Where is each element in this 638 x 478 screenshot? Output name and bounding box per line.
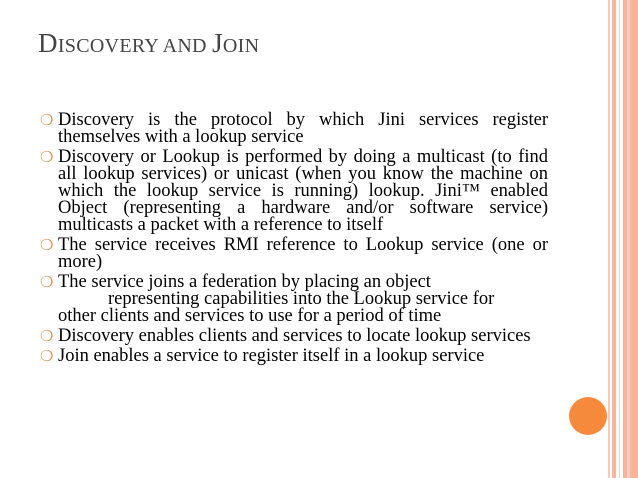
decorative-stripe — [627, 0, 630, 478]
orange-circle-decoration — [569, 397, 607, 435]
bullet-text-indented: representing capabilities into the Lookup service for — [108, 289, 495, 309]
bullet-text: Discovery is the protocol by which Jini services register themselves with a lookup service — [58, 110, 548, 147]
list-item — [40, 328, 548, 345]
bullet-list — [40, 112, 548, 368]
bullet-text: The service receives RMI reference to Lookup service (one or more) — [58, 235, 548, 272]
bullet-text: Discovery enables clients and services to locate lookup services — [58, 326, 531, 346]
bullet-icon: ❍ — [40, 113, 54, 129]
title-initial: D — [38, 28, 58, 58]
decorative-stripe — [608, 0, 610, 478]
bullet-text: Discovery or Lookup is performed by doing a multicast (to find all lookup services) or unicast (when you know the machine on which the lookup service is running) lookup. Jini™ enabled Object (representing a hardware and/or software service) multicasts a packet with a reference to itself — [58, 147, 548, 235]
decorative-stripe — [619, 0, 620, 478]
title-text: ISCOVERY AND — [57, 35, 213, 57]
bullet-text: Join enables a service to register itself in a lookup service — [58, 346, 485, 366]
title-text: OIN — [222, 35, 260, 57]
bullet-icon: ❍ — [40, 349, 54, 365]
bullet-icon: ❍ — [40, 238, 54, 254]
list-item — [40, 274, 548, 325]
bullet-text: The service joins a federation by placing an object — [58, 272, 431, 292]
decorative-stripe — [623, 0, 638, 478]
list-item — [40, 348, 548, 365]
slide-title — [38, 28, 259, 59]
decorative-stripe — [612, 0, 616, 478]
title-initial: J — [212, 28, 223, 58]
list-item — [40, 112, 548, 146]
bullet-text: other clients and services to use for a period of time — [58, 306, 442, 326]
list-item — [40, 149, 548, 234]
bullet-icon: ❍ — [40, 150, 54, 166]
bullet-icon: ❍ — [40, 329, 54, 345]
bullet-icon: ❍ — [40, 275, 54, 291]
list-item — [40, 237, 548, 271]
